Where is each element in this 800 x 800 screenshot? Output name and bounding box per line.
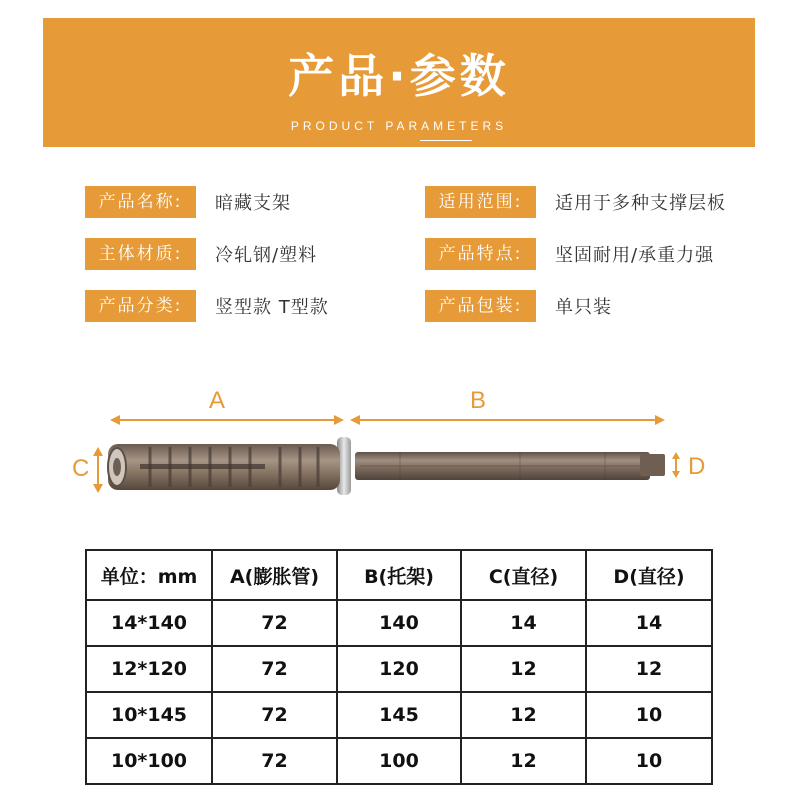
spec-material xyxy=(85,238,317,270)
spec-label: 产品名称: xyxy=(85,186,196,218)
spec-label: 适用范围: xyxy=(425,186,536,218)
spec-value: 冷轧钢/塑料 xyxy=(215,245,318,266)
page-subtitle: PRODUCT PARAMETERS xyxy=(290,119,508,133)
table-row xyxy=(86,646,712,692)
table-cell: 12*120 xyxy=(86,646,212,692)
table-cell: 140 xyxy=(337,600,461,646)
bolt-diagram xyxy=(0,380,800,510)
table-cell: 72 xyxy=(212,600,337,646)
spec-scope xyxy=(425,186,726,218)
table-cell: 10 xyxy=(586,692,712,738)
spec-value: 竖型款 T型款 xyxy=(215,297,329,318)
table-cell: 120 xyxy=(337,646,461,692)
table-cell: 12 xyxy=(586,646,712,692)
header-c: C(直径) xyxy=(461,550,586,600)
spec-category xyxy=(85,290,329,322)
table-cell: 10*145 xyxy=(86,692,212,738)
table-cell: 12 xyxy=(461,738,586,784)
dimension-d-arrow xyxy=(672,452,680,478)
table-row xyxy=(86,600,712,646)
spec-value: 单只装 xyxy=(555,297,612,318)
table-cell: 14*140 xyxy=(86,600,212,646)
table-cell: 10 xyxy=(586,738,712,784)
header-d: D(直径) xyxy=(586,550,712,600)
label-c: C xyxy=(72,455,90,482)
spec-value: 适用于多种支撑层板 xyxy=(555,193,726,214)
table-cell: 72 xyxy=(212,738,337,784)
spec-label: 产品包装: xyxy=(425,290,536,322)
page-title: 产品·参数 xyxy=(288,49,510,103)
spec-package xyxy=(425,290,612,322)
spec-product-name xyxy=(85,186,291,218)
table-row xyxy=(86,692,712,738)
spec-feature xyxy=(425,238,714,270)
table-cell: 12 xyxy=(461,692,586,738)
header-b: B(托架) xyxy=(337,550,461,600)
spec-label: 主体材质: xyxy=(85,238,196,270)
parameter-table xyxy=(85,549,713,785)
table-row xyxy=(86,738,712,784)
dimension-c-arrow xyxy=(93,447,103,493)
table-cell: 12 xyxy=(461,646,586,692)
spec-value: 暗藏支架 xyxy=(215,193,291,214)
table-cell: 100 xyxy=(337,738,461,784)
header-unit: 单位：mm xyxy=(86,550,212,600)
table-cell: 14 xyxy=(586,600,712,646)
table-header-row xyxy=(86,550,712,600)
spec-value: 坚固耐用/承重力强 xyxy=(555,245,715,266)
table-cell: 72 xyxy=(212,692,337,738)
table-cell: 10*100 xyxy=(86,738,212,784)
dimension-b-arrow xyxy=(350,415,665,425)
spec-label: 产品分类: xyxy=(85,290,196,322)
dimension-a-arrow xyxy=(110,415,344,425)
table-cell: 72 xyxy=(212,646,337,692)
label-d: D xyxy=(688,453,706,480)
spec-label: 产品特点: xyxy=(425,238,536,270)
subtitle-underline xyxy=(420,140,472,141)
header-a: A(膨胀管) xyxy=(212,550,337,600)
bolt-rod xyxy=(355,452,665,480)
bolt-illustration xyxy=(0,380,800,510)
label-a: A xyxy=(209,387,226,414)
label-b: B xyxy=(470,387,487,414)
table-cell: 14 xyxy=(461,600,586,646)
header-banner xyxy=(43,18,755,147)
expansion-sleeve xyxy=(108,444,340,490)
table-cell: 145 xyxy=(337,692,461,738)
